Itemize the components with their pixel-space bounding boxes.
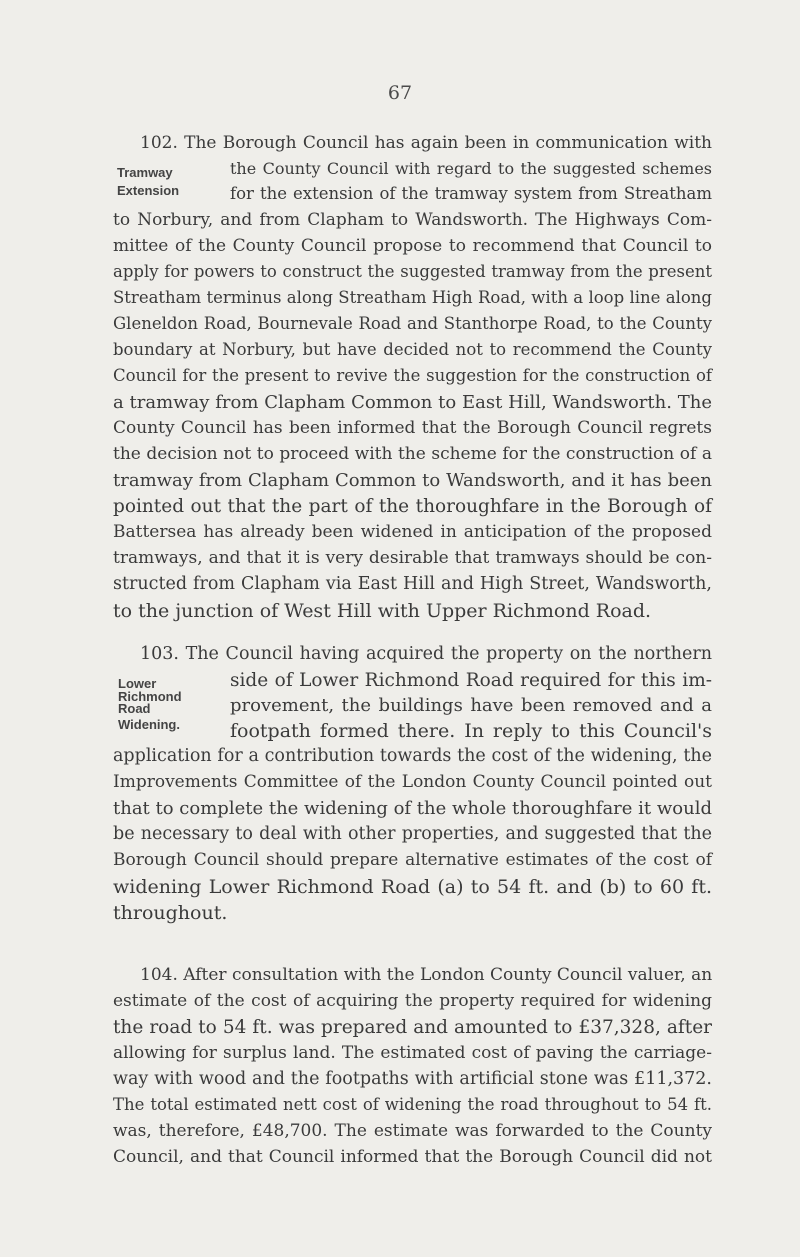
margin-note-line: Tramway xyxy=(117,165,173,180)
text-line: Streatham terminus along Streatham High Road, with a loop line along xyxy=(113,288,712,307)
text-line: 104. After consultation with the London County Council valuer, an xyxy=(140,965,713,985)
text-line: Battersea has already been widened in anticipation of the proposed xyxy=(113,522,712,542)
text-line: pointed out that the part of the thoroughfare in the Borough of xyxy=(113,496,712,517)
text-line: to Norbury, and from Clapham to Wandsworth. The Highways Com- xyxy=(113,210,712,230)
text-line: the decision not to proceed with the scheme for the construction of a xyxy=(113,444,712,464)
margin-note-line: Richmond xyxy=(118,689,182,704)
text-line: throughout. xyxy=(113,902,228,924)
text-line: Council for the present to revive the suggestion for the construction of xyxy=(113,366,712,385)
margin-note-line: Road xyxy=(118,701,151,716)
text-line: boundary at Norbury, but have decided not to recommend the County xyxy=(113,340,712,359)
text-line: apply for powers to construct the suggested tramway from the present xyxy=(113,262,712,281)
text-line: allowing for surplus land. The estimated cost of paving the carriage- xyxy=(113,1043,712,1063)
text-line: estimate of the cost of acquiring the property required for widening xyxy=(113,991,712,1011)
text-line: County Council has been informed that the Borough Council regrets xyxy=(113,418,712,438)
text-line: that to complete the widening of the whole thoroughfare it would xyxy=(113,798,712,819)
text-line: tramways, and that it is very desirable that tramways should be con- xyxy=(113,548,712,568)
text-line: was, therefore, £48,700. The estimate was forwarded to the County xyxy=(113,1121,712,1141)
text-line: structed from Clapham via East Hill and High Street, Wandsworth, xyxy=(113,574,712,594)
text-line: way with wood and the footpaths with artificial stone was £11,372. xyxy=(113,1069,712,1089)
text-line: Council, and that Council informed that the Borough Council did not xyxy=(113,1147,712,1167)
text-line: 103. The Council having acquired the property on the northern xyxy=(140,644,712,664)
margin-note-line: Lower xyxy=(118,676,157,691)
text-line: the road to 54 ft. was prepared and amounted to £37,328, after xyxy=(113,1017,712,1038)
text-line: tramway from Clapham Common to Wandsworth, and it has been xyxy=(113,470,712,491)
text-line: Improvements Committee of the London County Council pointed out xyxy=(113,772,712,792)
text-line: Gleneldon Road, Bournevale Road and Stanthorpe Road, to the County xyxy=(113,314,712,333)
text-line: 102. The Borough Council has again been in communication with xyxy=(140,133,712,153)
text-line: footpath formed there. In reply to this Council's xyxy=(230,720,712,742)
text-line: be necessary to deal with other properties, and suggested that the xyxy=(113,824,712,844)
text-line: application for a contribution towards the cost of the widening, the xyxy=(113,746,712,766)
text-line: provement, the buildings have been removed and a xyxy=(230,695,712,716)
page-number: 67 xyxy=(387,82,413,104)
text-line: a tramway from Clapham Common to East Hill, Wandsworth. The xyxy=(113,392,712,413)
text-line: the County Council with regard to the suggested schemes xyxy=(230,159,712,178)
text-line: widening Lower Richmond Road (a) to 54 ft. and (b) to 60 ft. xyxy=(113,876,712,898)
text-line: Borough Council should prepare alternative estimates of the cost of xyxy=(113,850,712,870)
text-line: to the junction of West Hill with Upper Richmond Road. xyxy=(113,600,652,622)
text-line: for the extension of the tramway system from Streatham xyxy=(230,184,712,203)
text-line: mittee of the County Council propose to recommend that Council to xyxy=(113,236,712,256)
text-line: side of Lower Richmond Road required for this im- xyxy=(230,670,712,691)
margin-note-line: Widening. xyxy=(118,717,180,732)
text-line: The total estimated nett cost of widening the road throughout to 54 ft. xyxy=(113,1095,712,1114)
margin-note-line: Extension xyxy=(117,183,180,198)
